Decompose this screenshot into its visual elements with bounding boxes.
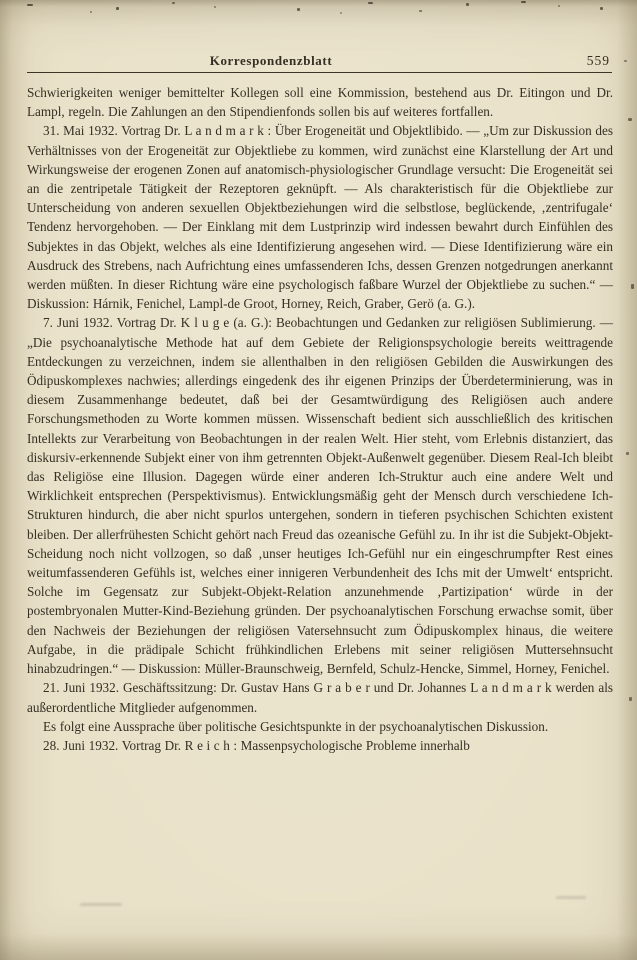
speck <box>116 7 119 10</box>
speck <box>419 10 422 12</box>
paragraph-business-meeting: 21. Juni 1932. Geschäftssitzung: Dr. Gustav Hans G r a b e r und Dr. Johannes L a n d m a r k werden als außerordentliche Mitglieder aufgenommen. <box>27 680 613 715</box>
running-title: Korrespondenzblatt <box>209 53 333 68</box>
paragraph-continuation: Schwierigkeiten weniger bemittelter Kollegen soll eine Kommission, bestehend aus Dr. Eitingon und Dr. Lampl, regeln. Die Zahlungen an den Stipendienfonds sollen bis auf weiteres fortfallen. <box>27 85 613 120</box>
speck <box>214 6 216 8</box>
speck <box>600 7 603 10</box>
speck <box>628 118 632 121</box>
page-header <box>27 53 612 71</box>
header-rule <box>27 72 612 73</box>
speck <box>631 284 634 289</box>
speck <box>27 4 33 6</box>
speck <box>340 12 342 14</box>
speck <box>466 3 469 6</box>
speck <box>80 903 122 906</box>
paragraph-lecture-reich: 28. Juni 1932. Vortrag Dr. R e i c h : Massenpsychologische Probleme innerhalb <box>43 737 470 753</box>
speck <box>624 60 627 62</box>
speck <box>626 452 629 455</box>
page-number: 559 <box>586 53 610 68</box>
speck <box>521 1 526 3</box>
speck <box>90 11 92 13</box>
paragraph-discussion-note: Es folgt eine Aussprache über politische Gesichtspunkte in der psychoanalytischen Diskussion. <box>43 718 549 734</box>
page-body <box>27 83 613 755</box>
speck <box>558 5 560 7</box>
paragraph-lecture-kluge: 7. Juni 1932. Vortrag Dr. K l u g e (a. G.): Beobachtungen und Gedanken zur religiösen Sublimierung. — „Die psychoanalytische Methode hat auf dem Gebiete der Religionspsychologie bereits weittragende Entdeckungen zu verzeichnen, indem sie allenthalben in den religiösen Gebilden die Auswirkungen des Ödipuskomplexes nachwies; allerdings eingedenk des ihr eigenen Prinzips der Überdeterminierung, was in diesem Zusammenhange bedeutet, daß bei der Gesamtwürdigung des Religiösen auch andere Forschungsmethoden zu Worte kommen müssen. Wissenschaft bedient sich ausschließlich des kritischen Intellekts zur Verarbeitung von Beobachtungen in der realen Welt. Hier steht, vom Erlebnis distanziert, das diskursiv-erkennende Subjekt einer von ihm getrennten Objekt-Außenwelt gegenüber. Diesem Real-Ich bleibt das Religiöse eine Illusion. Dagegen würde einer anderen Ich-Struktur auch eine andere Welt und Wirklichkeit entsprechen (Perspektivismus). Entwicklungsmäßig geht der Mensch durch verschiedene Ich-Strukturen hindurch, die aber nicht spurlos untergehen, sondern in tieferen psychischen Schichten existent bleiben. Der allerfrühesten Schicht gehört nach Freud das ozeanische Gefühl zu. In ihr ist die Subjekt-Objekt-Scheidung noch nicht vollzogen, so daß ‚unser heutiges Ich-Gefühl nur ein eingeschrumpfter Rest eines weitumfassenderen Gefühls ist, welches einer innigeren Verbundenheit des Ichs mit der Umwelt‘ entspricht. Solche im Gegensatz zur Subjekt-Objekt-Relation anzunehmende ‚Partizipation‘ würde in der postembryonalen Mutter-Kind-Beziehung gründen. Der psychoanalytischen Forschung erwachse somit, über den Nachweis der Beziehungen der religiösen Vatersehnsucht zum Ödipuskomplex hinaus, die weitere Aufgabe, in die prädipale Schicht frühkindlichen Erlebens mit seiner religiösen Muttersehnsucht hinabzudringen.“ — Diskussion: Müller-Braunschweig, Bernfeld, Schulz-Hencke, Simmel, Horney, Fenichel. <box>27 315 613 677</box>
speck <box>368 2 373 4</box>
speck <box>172 2 175 4</box>
speck <box>297 8 300 11</box>
paragraph-lecture-landmark: 31. Mai 1932. Vortrag Dr. L a n d m a r k : Über Erogeneität und Objektlibido. — „Um zur Diskussion des Verhältnisses von der Erogeneität zur Objektliebe zu kommen, wird zunächst eine Klarstellung der Art und Wirkungsweise der erogenen Zonen auf anatomisch-physiologischer Grundlage versucht: Die Erogeneität sei an die zentripetale Tätigkeit der Rezeptoren geknüpft. — Als charakteristisch für die Objektliebe zur Unterscheidung von anderen sexuellen Objektbeziehungen wird die selbstlose, beglückende, ‚zentrifugale‘ Tendenz hervorgehoben. — Der Einklang mit dem Lustprinzip wird indessen bewahrt durch Einfühlen des Subjektes in das Objekt, welches als eine Identifizierung angesehen wird. — Diese Identifizierung wäre ein Ausdruck des Strebens, nach Aufrichtung eines umfassenderen Ichs, dessen Grenzen notgedrungen anerkannt werden müßten. In dieser Richtung wäre eine psychologisch faßbare Wurzel der Objektliebe zu suchen.“ — Diskussion: Hárnik, Fenichel, Lampl-de Groot, Horney, Reich, Graber, Gerö (a. G.). <box>27 123 613 312</box>
speck <box>629 697 632 701</box>
speck <box>556 896 586 899</box>
